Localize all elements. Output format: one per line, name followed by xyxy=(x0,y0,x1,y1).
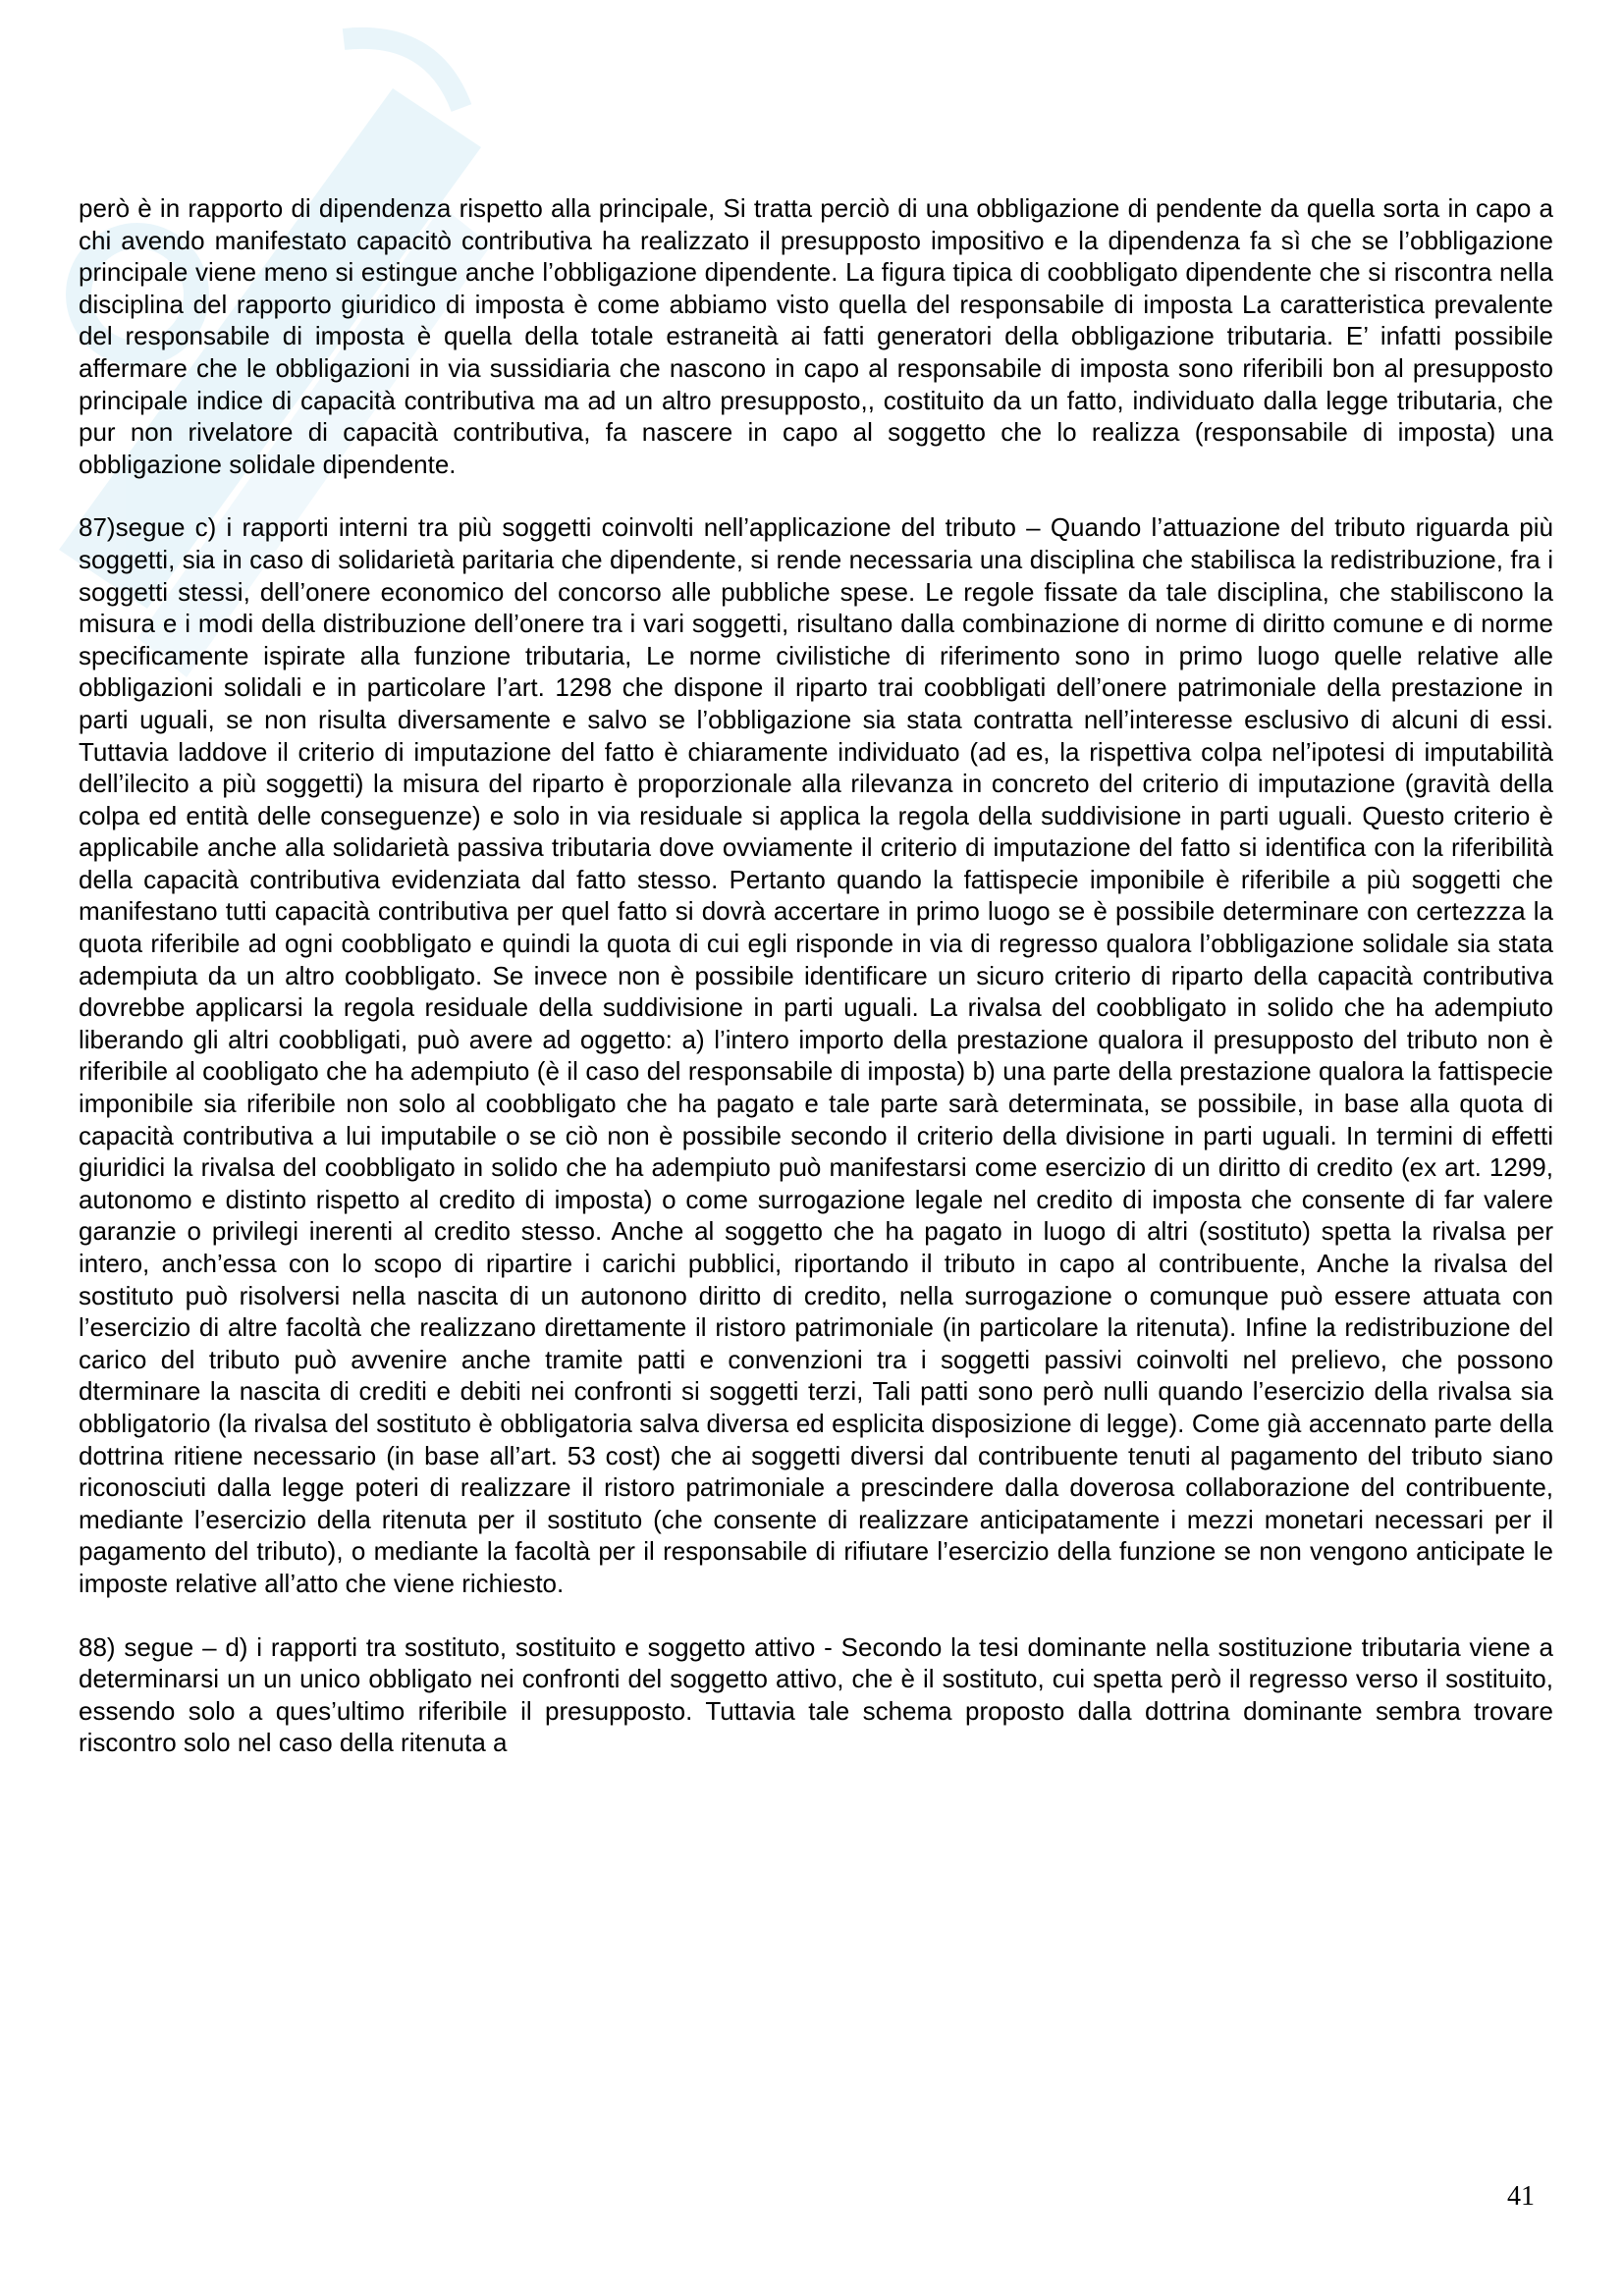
page-number: 41 xyxy=(1507,2181,1535,2212)
document-body xyxy=(79,192,1553,1790)
paragraph-section-87: 87)segue c) i rapporti interni tra più soggetti coinvolti nell’applicazione del tributo – Quando l’attuazione del tributo riguarda più soggetti, sia in caso di solidarietà paritaria che dipendente, si rende necessaria una disciplina che stabilisca la redistribuzione, fra i soggetti stessi, dell’onere economico del concorso alle pubbliche spese. Le regole fissate da tale disciplina, che stabiliscono la misura e i modi della distribuzione dell’onere tra i vari soggetti, risultano dalla combinazione di norme di diritto comune e di norme specificamente ispirate alla funzione tributaria, Le norme civilistiche di riferimento sono in primo luogo quelle relative alle obbligazioni solidali e in particolare l’art. 1298 che dispone il riparto trai coobbligati dell’onere patrimoniale della prestazione in parti uguali, se non risulta diversamente e salvo se l’obbligazione sia stata contratta nell’interesse esclusivo di alcuni di essi. Tuttavia laddove il criterio di imputazione del fatto è chiaramente individuato (ad es, la rispettiva colpa nel’ipotesi di imputabilità dell’ilecito a più soggetti) la misura del riparto è proporzionale alla rilevanza in concreto del criterio di imputazione (gravità della colpa ed entità delle conseguenze) e solo in via residuale si applica la regola della suddivisione in parti uguali. Questo criterio è applicabile anche alla solidarietà passiva tributaria dove ovviamente il criterio di imputazione del fatto si identifica con la riferibilità della capacità contributiva evidenziata dal fatto stesso. Pertanto quando la fattispecie imponibile è riferibile a più soggetti che manifestano tutti capacità contributiva per quel fatto si dovrà accertare in primo luogo se è possibile determinare con certezzza la quota riferibile ad ogni coobbligato e quindi la quota di cui egli risponde in via di regresso qualora l’obbligazione solidale sia stata adempiuta da un altro coobbligato. Se invece non è possibile identificare un sicuro criterio di riparto della capacità contributiva dovrebbe applicarsi la regola residuale della suddivisione in parti uguali. La rivalsa del coobbligato in solido che ha adempiuto liberando gli altri coobbligati, può avere ad oggetto: a) l’intero importo della prestazione qualora il presupposto del tributo non è riferibile al coobligato che ha adempiuto (è il caso del responsabile di imposta) b) una parte della prestazione qualora la fattispecie imponibile sia riferibile non solo al coobbligato che ha pagato e tale parte sarà determinata, se possibile, in base alla quota di capacità contributiva a lui imputabile o se ciò non è possibile secondo il criterio della divisione in parti uguali. In termini di effetti giuridici la rivalsa del coobbligato in solido che ha adempiuto può manifestarsi come esercizio di un diritto di credito (ex art. 1299, autonomo e distinto rispetto al credito di imposta) o come surrogazione legale nel credito di imposta che consente di far valere garanzie o privilegi inerenti al credito stesso. Anche al soggetto che ha pagato in luogo di altri (sostituto) spetta la rivalsa per intero, anch’essa con lo scopo di ripartire i carichi pubblici, riportando il tributo in capo al contribuente, Anche la rivalsa del sostituto può risolversi nella nascita di un autonono diritto di credito, nella surrogazione o comunque può essere attuata con l’esercizio di altre facoltà che realizzano direttamente il ristoro patrimoniale (in particolare la ritenuta). Infine la redistribuzione del carico del tributo può avvenire anche tramite patti e convenzioni tra i soggetti passivi coinvolti nel prelievo, che possono dterminare la nascita di crediti e debiti nei confronti si soggetti terzi, Tali patti sono però nulli quando l’esercizio della rivalsa sia obbligatorio (la rivalsa del sostituto è obbligatoria salva diversa ed esplicita disposizione di legge). Come già accennato parte della dottrina ritiene necessario (in base all’art. 53 cost) che ai soggetti diversi dal contribuente tenuti al pagamento del tributo siano riconosciuti dalla legge poteri di realizzare il ristoro patrimoniale a prescindere dalla doverosa collaborazione del contribuente, mediante l’esercizio della ritenuta per il sostituto (che consente di realizzare anticipatamente i mezzi monetari necessari per il pagamento del tributo), o mediante la facoltà per il responsabile di rifiutare l’esercizio della funzione se non vengono anticipate le imposte relative all’atto che viene richiesto. xyxy=(79,512,1553,1598)
paragraph-intro: però è in rapporto di dipendenza rispetto alla principale, Si tratta perciò di una obbligazione di pendente da quella sorta in capo a chi avendo manifestato capacitò contributiva ha realizzato il presupposto impositivo e la dipendenza fa sì che se l’obbligazione principale viene meno si estingue anche l’obbligazione dipendente. La figura tipica di coobbligato dipendente che si riscontra nella disciplina del rapporto giuridico di imposta è come abbiamo visto quella del responsabile di imposta La caratteristica prevalente del responsabile di imposta è quella della totale estraneità ai fatti generatori della obbligazione tributaria. E’ infatti possibile affermare che le obbligazioni in via sussidiaria che nascono in capo al responsabile di imposta sono riferibili bon al presupposto principale indice di capacità contributiva ma ad un altro presupposto,, costituito da un fatto, individuato dalla legge tributaria, che pur non rivelatore di capacità contributiva, fa nascere in capo al soggetto che lo realizza (responsabile di imposta) una obbligazione solidale dipendente. xyxy=(79,193,1553,479)
paragraph-section-88: 88) segue – d) i rapporti tra sostituto, sostituito e soggetto attivo - Secondo la tesi dominante nella sostituzione tributaria viene a determinarsi un un unico obbligato nei confronti del soggetto attivo, che è il sostituto, cui spetta però il regresso verso il sostituito, essendo solo a ques’ultimo riferibile il presupposto. Tuttavia tale schema proposto dalla dottrina dominante sembra trovare riscontro solo nel caso della ritenuta a xyxy=(79,1631,1553,1758)
